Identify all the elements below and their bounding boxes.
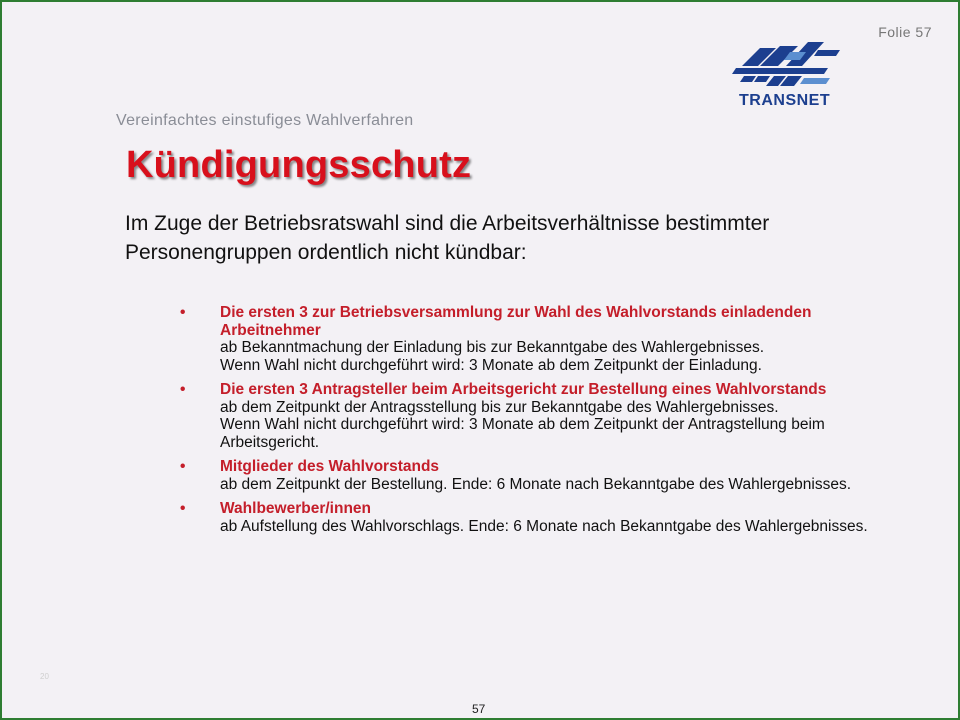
logo-text: TRANSNET — [739, 92, 831, 109]
bullet-item — [178, 381, 908, 451]
corner-number: 20 — [40, 672, 49, 681]
bullet-heading: Wahlbewerber/innen — [220, 500, 372, 517]
bullet-heading: Mitglieder des Wahlvorstands — [220, 458, 440, 475]
bullet-item — [178, 500, 908, 535]
bullet-dot-icon: • — [180, 304, 186, 321]
intro-text: Im Zuge der Betriebsratswahl sind die Arbeitsverhältnisse bestimmter Personengruppen ordentlich nicht kündbar: — [125, 212, 770, 264]
bullet-dot-icon: • — [180, 381, 186, 398]
bullet-heading: Die ersten 3 zur Betriebsversammlung zur Wahl des Wahlvorstands einladenden Arbeitnehmer — [220, 304, 812, 339]
bullet-item — [178, 458, 908, 493]
bullet-heading: Die ersten 3 Antragsteller beim Arbeitsgericht zur Bestellung eines Wahlvorstands — [220, 381, 827, 398]
bullet-line: ab Bekanntmachung der Einladung bis zur Bekanntgabe des Wahlergebnisses. — [220, 339, 764, 356]
bullet-dot-icon: • — [180, 500, 186, 517]
bullet-line: ab dem Zeitpunkt der Antragsstellung bis zur Bekanntgabe des Wahlergebnisses. — [220, 398, 779, 416]
bullet-line: Wenn Wahl nicht durchgeführt wird: 3 Monate ab dem Zeitpunkt der Antragstellung beim Arbeitsgericht. — [220, 416, 825, 451]
slide-title: Kündigungsschutz — [126, 144, 472, 186]
bullet-line: Wenn Wahl nicht durchgeführt wird: 3 Monate ab dem Zeitpunkt der Einladung. — [220, 356, 762, 374]
slide-subtitle: Vereinfachtes einstufiges Wahlverfahren — [116, 112, 414, 129]
bullet-line: ab Aufstellung des Wahlvorschlags. Ende: 6 Monate nach Bekanntgabe des Wahlergebnisses. — [220, 517, 868, 535]
bullet-list — [178, 304, 908, 542]
page-number: 57 — [472, 702, 486, 716]
bullet-line: ab dem Zeitpunkt der Bestellung. Ende: 6 Monate nach Bekanntgabe des Wahlergebnisses. — [220, 475, 852, 493]
bullet-dot-icon: • — [180, 458, 186, 475]
folie-label: Folie 57 — [878, 24, 932, 40]
bullet-item — [178, 304, 908, 374]
